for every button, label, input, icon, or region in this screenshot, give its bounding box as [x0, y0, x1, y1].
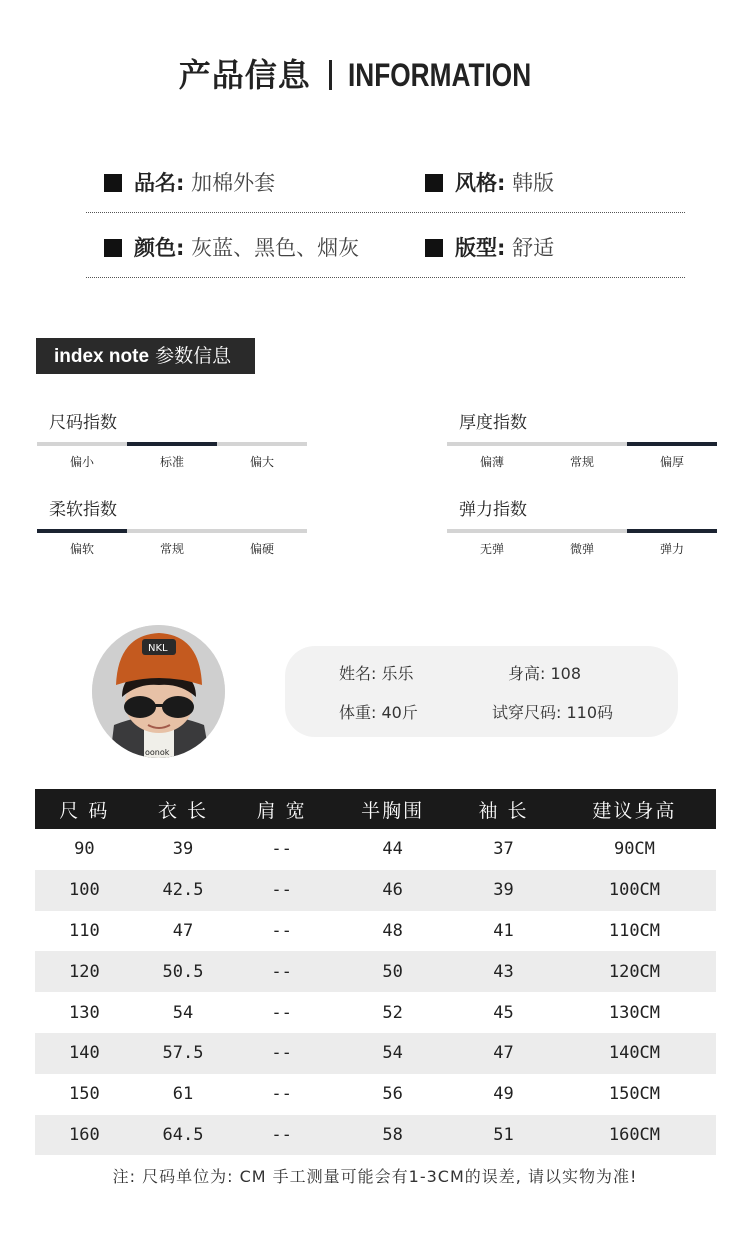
model-try-size-field: 试穿尺码: 110码 — [492, 703, 614, 722]
model-info-card — [285, 646, 678, 737]
model-avatar — [92, 625, 225, 758]
index-title: 弹力指数 — [459, 500, 527, 520]
table-cell: 42.5 — [134, 870, 233, 911]
index-label: 微弹 — [569, 542, 594, 556]
index-label: 偏薄 — [479, 455, 504, 469]
table-cell: -- — [271, 1084, 292, 1105]
model-name-field: 姓名: 乐乐 — [339, 664, 414, 683]
table-cell: 49 — [493, 1084, 514, 1105]
softness-index — [37, 495, 307, 557]
table-cell: 54 — [331, 1033, 454, 1074]
table-cell: 61 — [172, 1084, 194, 1105]
index-title: 尺码指数 — [49, 413, 117, 433]
table-cell: -- — [271, 920, 292, 941]
index-label: 弹力 — [659, 542, 684, 556]
table-cell: 50.5 — [134, 951, 233, 992]
info-item-name: 品名: 加棉外套 — [104, 167, 275, 197]
table-cell: -- — [271, 1002, 292, 1023]
table-cell: 39 — [454, 870, 553, 911]
table-cell: -- — [232, 951, 331, 992]
size-table — [35, 789, 716, 1155]
table-cell: 160 — [35, 1115, 134, 1156]
info-row-1 — [86, 149, 685, 213]
table-cell: -- — [232, 1115, 331, 1156]
title-en: INFORMATION — [347, 57, 531, 93]
table-cell: 140CM — [553, 1033, 716, 1074]
table-cell: 48 — [382, 920, 403, 941]
index-bar — [37, 442, 307, 446]
table-header-row — [35, 789, 716, 829]
thickness-index — [447, 408, 717, 470]
table-cell: 120CM — [553, 951, 716, 992]
table-row — [35, 951, 716, 992]
title-divider — [329, 60, 332, 90]
index-title: 柔软指数 — [49, 500, 117, 520]
table-cell: 45 — [493, 1002, 514, 1023]
index-bar — [447, 442, 717, 446]
table-cell: 130CM — [608, 1002, 661, 1023]
title-cn: 产品信息 — [178, 56, 311, 94]
model-weight-field: 体重: 40斤 — [339, 703, 418, 722]
table-cell: 54 — [172, 1002, 194, 1023]
table-cell: 50 — [331, 951, 454, 992]
table-cell: 64.5 — [134, 1115, 233, 1156]
table-row — [35, 829, 716, 870]
table-cell: 52 — [382, 1002, 403, 1023]
table-cell: 51 — [454, 1115, 553, 1156]
table-cell: -- — [271, 839, 292, 860]
page-title — [0, 50, 750, 96]
size-table-body — [35, 829, 716, 1155]
table-row — [35, 1115, 716, 1156]
table-cell: 150CM — [608, 1084, 661, 1105]
info-item-fit: 版型: 舒适 — [425, 232, 554, 262]
column-header: 半胸围 — [331, 789, 454, 829]
table-cell: 56 — [382, 1084, 403, 1105]
table-cell: 44 — [382, 839, 403, 860]
table-cell: -- — [232, 870, 331, 911]
index-label: 常规 — [569, 455, 594, 469]
info-item-style: 风格: 韩版 — [425, 167, 554, 197]
square-bullet-icon — [425, 239, 443, 257]
column-header: 袖 长 — [454, 789, 553, 829]
info-item-color: 颜色: 灰蓝、黑色、烟灰 — [104, 232, 359, 262]
info-row-2 — [86, 214, 685, 278]
table-cell: 47 — [454, 1033, 553, 1074]
table-row — [35, 870, 716, 911]
elasticity-index — [447, 495, 717, 557]
shirt-text: oonok — [145, 748, 170, 757]
table-cell: 120 — [35, 951, 134, 992]
table-cell: 39 — [172, 839, 194, 860]
index-label: 标准 — [159, 455, 184, 469]
index-bar-fill — [627, 529, 717, 533]
table-cell: 130 — [68, 1002, 100, 1023]
table-cell: 110CM — [608, 920, 661, 941]
table-cell: 47 — [172, 920, 194, 941]
index-label: 偏厚 — [659, 455, 684, 469]
index-bar-fill — [127, 442, 217, 446]
column-header: 建议身高 — [553, 789, 716, 829]
table-cell: 37 — [493, 839, 514, 860]
index-title: 厚度指数 — [459, 413, 527, 433]
column-header: 衣 长 — [134, 789, 233, 829]
index-label: 偏大 — [249, 455, 274, 469]
params-tag: index note 参数信息 — [36, 338, 255, 374]
table-cell: 150 — [68, 1084, 100, 1105]
table-cell: 43 — [454, 951, 553, 992]
table-cell: 110 — [68, 920, 100, 941]
table-cell: 100 — [35, 870, 134, 911]
table-row — [35, 992, 716, 1033]
table-cell: 100CM — [553, 870, 716, 911]
table-row — [35, 1033, 716, 1074]
index-label: 偏小 — [69, 455, 94, 469]
column-header: 尺 码 — [35, 789, 134, 829]
table-cell: 41 — [493, 920, 514, 941]
model-height-field: 身高: 108 — [508, 664, 582, 683]
child-model-photo-icon — [92, 625, 225, 758]
index-bar-fill — [37, 529, 127, 533]
table-cell: 90 — [74, 839, 95, 860]
index-label: 偏硬 — [249, 542, 274, 556]
table-cell: 57.5 — [134, 1033, 233, 1074]
index-label: 无弹 — [479, 542, 504, 556]
index-bar-fill — [627, 442, 717, 446]
column-header: 肩 宽 — [232, 789, 331, 829]
index-label: 常规 — [159, 542, 184, 556]
table-row — [35, 1074, 716, 1115]
measurement-note: 注: 尺码单位为: CM 手工测量可能会有1-3CM的误差, 请以实物为准! — [112, 1167, 638, 1186]
index-bar — [37, 529, 307, 533]
index-label: 偏软 — [69, 542, 94, 556]
size-index — [37, 408, 307, 470]
index-bar — [447, 529, 717, 533]
table-cell: 46 — [331, 870, 454, 911]
table-row — [35, 911, 716, 952]
square-bullet-icon — [425, 174, 443, 192]
table-cell: -- — [232, 1033, 331, 1074]
hat-text: NKL — [148, 643, 168, 654]
table-cell: 160CM — [553, 1115, 716, 1156]
table-cell: 58 — [331, 1115, 454, 1156]
square-bullet-icon — [104, 174, 122, 192]
table-cell: 90CM — [613, 839, 655, 860]
table-cell: 140 — [35, 1033, 134, 1074]
square-bullet-icon — [104, 239, 122, 257]
